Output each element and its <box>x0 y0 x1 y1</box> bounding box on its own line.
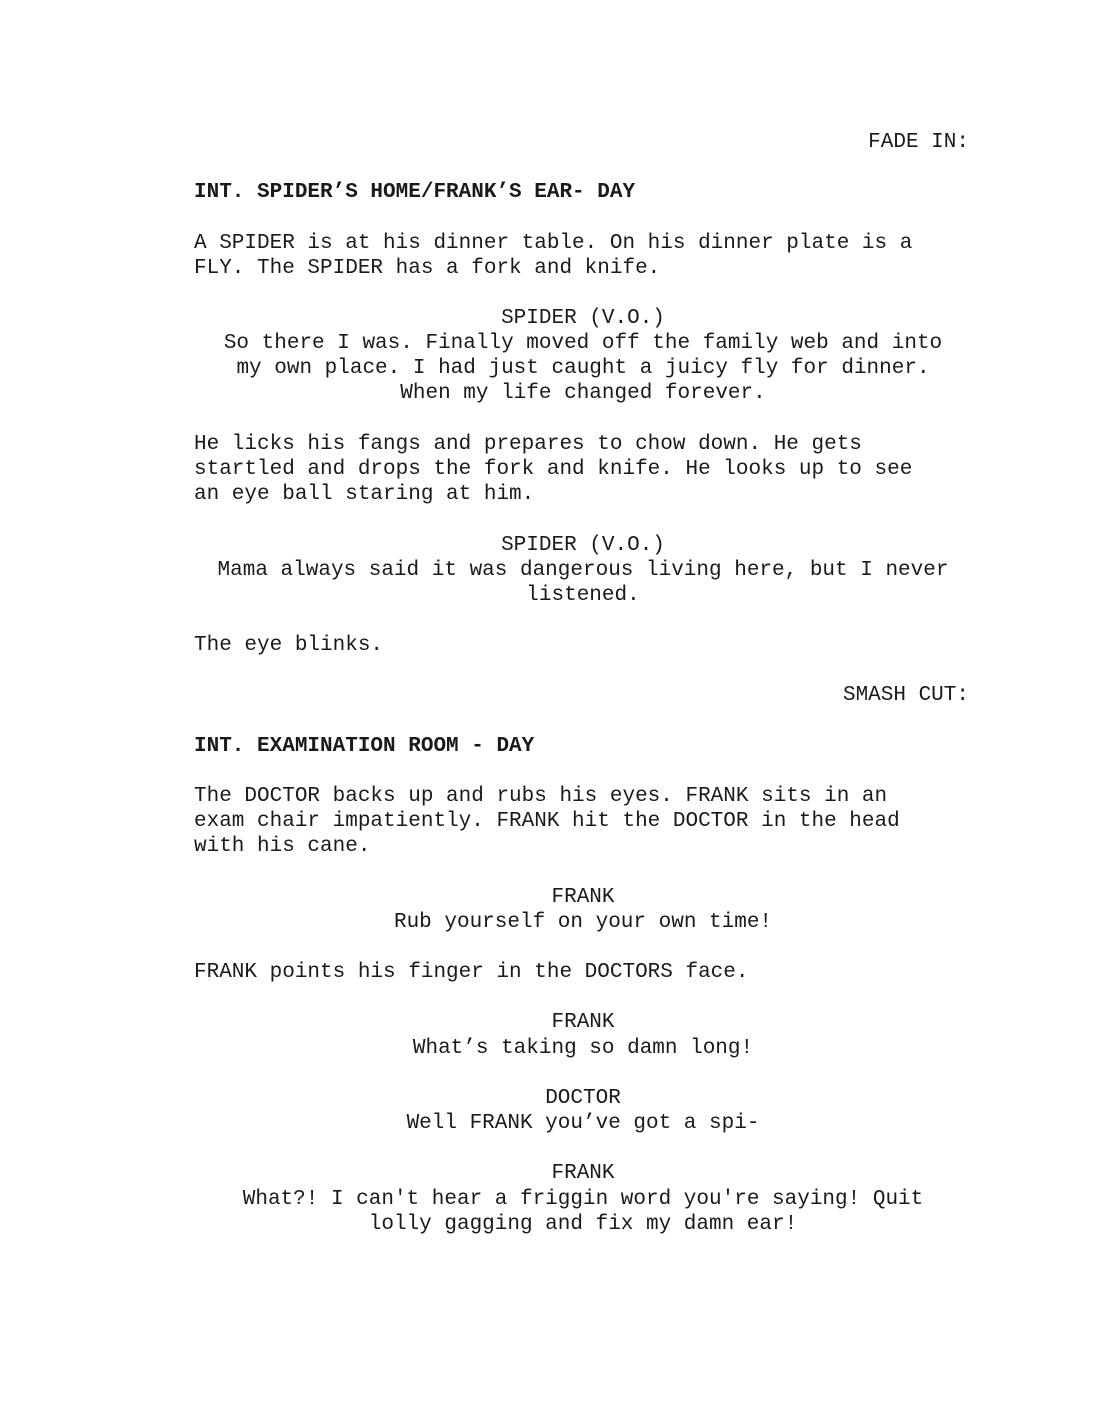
character-name: SPIDER (V.O.) <box>501 534 665 557</box>
character-name: SPIDER (V.O.) <box>501 307 665 330</box>
dialogue-line: listened. <box>526 584 640 607</box>
dialogue-line: What’s taking so damn long! <box>412 1037 754 1060</box>
action-line: exam chair impatiently. FRANK hit the DOCTOR in the head <box>194 810 900 833</box>
action-line: The eye blinks. <box>194 634 384 657</box>
action-line: an eye ball staring at him. <box>194 483 535 506</box>
dialogue-line: lolly gagging and fix my damn ear! <box>368 1213 798 1236</box>
scene-heading-2: INT. EXAMINATION ROOM - DAY <box>194 735 535 758</box>
action-line: FLY. The SPIDER has a fork and knife. <box>194 257 661 280</box>
dialogue-line: What?! I can't hear a friggin word you're saying! Quit <box>242 1188 924 1211</box>
action-line: startled and drops the fork and knife. He looks up to see <box>194 458 913 481</box>
dialogue-line: So there I was. Finally moved off the family web and into <box>223 332 943 355</box>
dialogue-line: Rub yourself on your own time! <box>393 911 773 934</box>
scene-heading-1: INT. SPIDER’S HOME/FRANK’S EAR- DAY <box>194 181 636 204</box>
action-line: The DOCTOR backs up and rubs his eyes. FRANK sits in an <box>194 785 888 808</box>
transition-fade-in: FADE IN: <box>868 131 969 154</box>
character-name: FRANK <box>551 1011 615 1034</box>
transition-smash-cut: SMASH CUT: <box>842 684 969 707</box>
character-name: DOCTOR <box>545 1087 621 1110</box>
dialogue-line: my own place. I had just caught a juicy fly for dinner. <box>236 357 930 380</box>
action-line: A SPIDER is at his dinner table. On his dinner plate is a <box>194 232 913 255</box>
character-name: FRANK <box>551 886 615 909</box>
action-line: with his cane. <box>194 835 371 858</box>
character-name: FRANK <box>551 1162 615 1185</box>
dialogue-line: Well FRANK you’ve got a spi- <box>406 1112 760 1135</box>
dialogue-line: Mama always said it was dangerous living here, but I never <box>217 559 949 582</box>
action-line: FRANK points his finger in the DOCTORS face. <box>194 961 749 984</box>
action-line: He licks his fangs and prepares to chow down. He gets <box>194 433 862 456</box>
dialogue-line: When my life changed forever. <box>400 382 766 405</box>
